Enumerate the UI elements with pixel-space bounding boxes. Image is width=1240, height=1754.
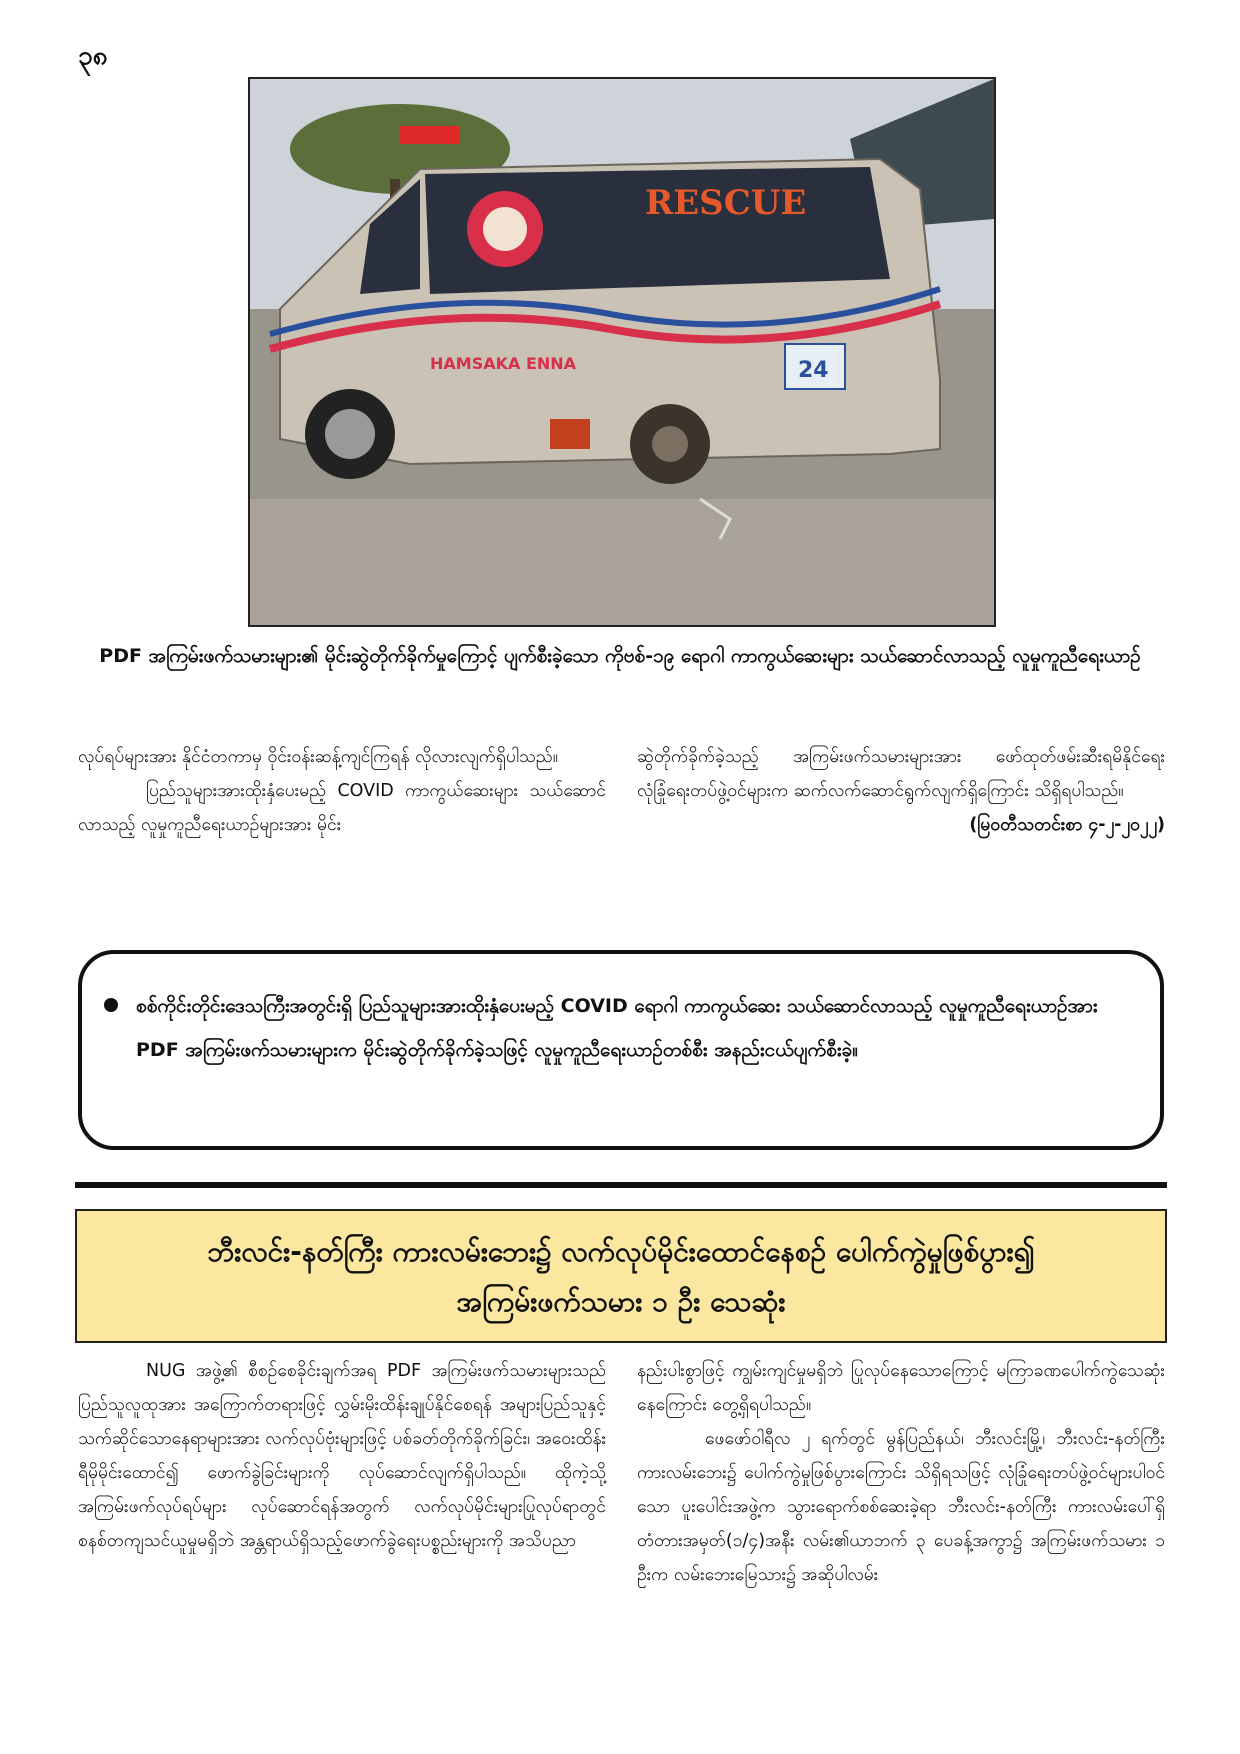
page-number: ၃၈: [78, 41, 108, 71]
headline-line1: ဘီးလင်း-နတ်ကြီး ကားလမ်းဘေး၌ လက်လုပ်မိုင်းထောင်နေစဉ် ပေါက်ကွဲမှုဖြစ်ပွား၍: [207, 1235, 1035, 1268]
summary-text: စစ်ကိုင်းတိုင်းဒေသကြီးအတွင်းရှိ ပြည်သူများအားထိုးနှံပေးမည့် COVID ရောဂါ ကာကွယ်ဆေး သယ်ဆောင်လာသည့် လူမှုကူညီရေးယာဉ်အား PDF အကြမ်းဖက်သမားများက မိုင်းဆွဲတိုက်ခိုက်ခဲ့သဖြင့် လူမှုကူညီရေးယာဉ်တစ်စီး အနည်းငယ်ပျက်စီးခဲ့။: [136, 995, 1098, 1061]
headline-box: [75, 1209, 1167, 1343]
article2-right-column: [637, 1354, 1165, 1592]
article1-paragraph: ဆွဲတိုက်ခိုက်ခဲ့သည့် အကြမ်းဖက်သမားများအား ဖော်ထုတ်ဖမ်းဆီးရမိနိုင်ရေး လုံခြုံရေးတပ်ဖွဲ့ဝင်များက ဆက်လက်ဆောင်ရွက်လျက်ရှိကြောင်း သိရှိရပါသည်။: [637, 747, 1165, 801]
article1-left-column: [78, 740, 606, 842]
ambulance-photo-illustration: [250, 79, 994, 625]
article1-paragraph: လုပ်ရပ်များအား နိုင်ငံတကာမှ ဝိုင်းဝန်းဆန့်ကျင်ကြရန် လိုလားလျက်ရှိပါသည်။: [78, 747, 559, 767]
bullet-icon: [104, 998, 118, 1012]
siren-light: [400, 126, 460, 144]
section-divider: [75, 1182, 1167, 1188]
article2-paragraph: NUG အဖွဲ့၏ စီစဉ်စေခိုင်းချက်အရ PDF အကြမ်းဖက်သမားများသည် ပြည်သူလူထုအား အကြောက်တရားဖြင့် လွှမ်းမိုးထိန်းချုပ်နိုင်စေရန် အများပြည်သူနှင့်သက်ဆိုင်သောနေရာများအား လက်လုပ်ဗုံးများဖြင့် ပစ်ခတ်တိုက်ခိုက်ခြင်း၊ အဝေးထိန်းရီမိုမိုင်းထောင်၍ ဖောက်ခွဲခြင်းများကို လုပ်ဆောင်လျက်ရှိပါသည်။ ထိုကဲ့သို့ အကြမ်းဖက်လုပ်ရပ်များ လုပ်ဆောင်ရန်အတွက် လက်လုပ်မိုင်းများပြုလုပ်ရာတွင် စနစ်တကျသင်ယူမှုမရှိဘဲ အန္တရာယ်ရှိသည့်ဖောက်ခွဲရေးပစ္စည်းများကို အသိပညာ: [78, 1361, 606, 1551]
photo-caption: PDF အကြမ်းဖက်သမားများ၏ မိုင်းဆွဲတိုက်ခိုက်မှုကြောင့် ပျက်စီးခဲ့သော ကိုဗစ်-၁၉ ရောဂါ ကာကွယ်ဆေးများ သယ်ဆောင်လာသည့် လူမှုကူညီရေးယာဉ်: [99, 645, 1141, 667]
rescue-text: RESCUE: [645, 183, 807, 223]
article1-source: (မြဝတီသတင်းစာ ၄-၂-၂၀၂၂): [969, 815, 1165, 835]
article2-paragraph: နည်းပါးစွာဖြင့် ကျွမ်းကျင်မှုမရှိဘဲ ပြုလုပ်နေသောကြောင့် မကြာခဏပေါက်ကွဲသေဆုံးနေကြောင်း တွေ့ရှိရပါသည်။: [637, 1361, 1165, 1415]
article2-paragraph: ဖေဖော်ဝါရီလ ၂ ရက်တွင် မွန်ပြည်နယ်၊ ဘီးလင်းမြို့၊ ဘီးလင်း-နတ်ကြီး ကားလမ်းဘေး၌ ပေါက်ကွဲမှုဖြစ်ပွားကြောင်း သိရှိရသဖြင့် လုံခြုံရေးတပ်ဖွဲ့ဝင်များပါဝင်သော ပူးပေါင်းအဖွဲ့က သွားရောက်စစ်ဆေးခဲ့ရာ ဘီးလင်း-နတ်ကြီး ကားလမ်းပေါ်ရှိ တံတားအမှတ်(၁/၄)အနီး လမ်း၏ယာဘက် ၃ ပေခန့်အကွာ၌ အကြမ်းဖက်သမား ၁ ဦးက လမ်းဘေးမြေသား၌ အဆိုပါလမ်း: [637, 1429, 1165, 1585]
article1-paragraph: ပြည်သူများအားထိုးနှံပေးမည့် COVID ကာကွယ်ဆေးများ သယ်ဆောင်လာသည့် လူမှုကူညီရေးယာဉ်များအား မိုင်း: [78, 781, 606, 835]
news-photo: [248, 77, 996, 627]
article2-left-column: [78, 1354, 606, 1558]
van-side-text: HAMSAKA ENNA: [430, 354, 577, 373]
jack-stand: [550, 419, 590, 449]
article1-right-column: [637, 740, 1165, 842]
headline: [97, 1227, 1145, 1327]
summary-box: [78, 950, 1164, 1150]
van-number: 24: [798, 358, 829, 383]
headline-line2: အကြမ်းဖက်သမား ၁ ဦး သေဆုံး: [456, 1285, 786, 1318]
road-foreground: [250, 499, 994, 625]
